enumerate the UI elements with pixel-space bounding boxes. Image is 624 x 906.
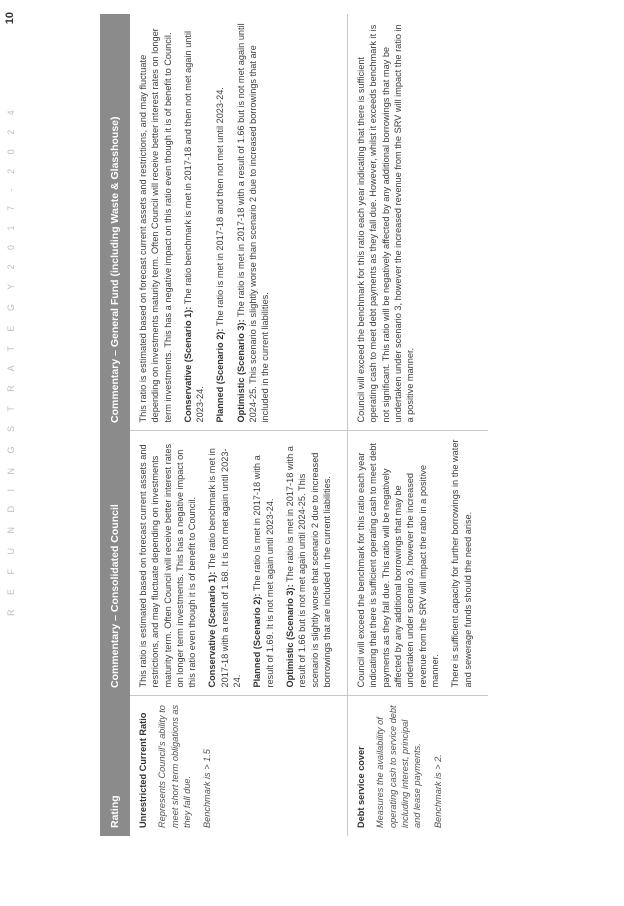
scenario-3-paragraph: [284, 440, 333, 688]
scenario-1-text: The ratio benchmark is met in 2017-18 with a result of 1.68. It is not met again until 2023-24.: [207, 448, 243, 688]
scenario-2-text: The ratio is met in 2017-18 with a result of 1.69. It is not met again until 2023-24.: [252, 455, 275, 688]
commentary-intro: This ratio is estimated based on forecast current assets and restrictions, and may fluctuate depending on investments maturity term. Often Council will receive better interest rates on longer term investments. This has a negative impact on this ratio even though it is of benefit to Council.: [138, 28, 173, 423]
scenario-2-text: The ratio is met in 2017-18 and then not met until 2023-24.: [215, 87, 226, 329]
footer-text: R E F U N D I N G S T R A T E G Y 2 0 1 7 - 2 0 2 4: [6, 104, 16, 616]
commentary-paragraph: Council will exceed the benchmark for this ratio each year indicating that there is sufficient operating cash to meet debt payments as they fall due. This ratio will be negatively affected by any additional borrowings that may be undertaken under scenario 3, however the increased revenue from the SRV will impact the ratio in a positive manner.: [356, 443, 440, 688]
general-fund-commentary-cell: [348, 14, 488, 431]
consolidated-commentary-cell: [130, 431, 348, 696]
rating-name: Debt service cover: [356, 746, 367, 828]
header-consolidated: Commentary – Consolidated Council: [100, 431, 130, 696]
table-row: [130, 14, 348, 836]
commentary-intro: This ratio is estimated based on forecast current assets and restrictions, and may fluctuate depending on investments maturity term. Often Council will receive better interest rates on longer term investments. This has a negative impact on this ratio even though it is of benefit to Council.: [138, 443, 198, 688]
table-row: [348, 14, 488, 836]
scenario-1-paragraph: [182, 22, 207, 423]
scenario-1-label: Conservative (Scenario 1):: [207, 571, 218, 688]
rating-cell: [130, 696, 348, 836]
scenario-3-paragraph: [235, 22, 272, 423]
header-rating: Rating: [100, 696, 130, 836]
rating-description: Represents Council’s ability to meet short term obligations as they fall due.: [157, 704, 192, 828]
table-header-row: [100, 14, 130, 836]
rating-description: Measures the availability of operating cash to service debt including interest, principal and lease payments.: [375, 705, 423, 828]
ratio-commentary-table: [100, 14, 488, 836]
scenario-3-text: The ratio is met in 2017-18 with a result of 1.66 but is not met again until 2024-25. This scenario is slightly worse than scenario 2 due to increased borrowings that are included in the current liabilities.: [235, 23, 271, 423]
rating-benchmark: Benchmark is > 2.: [432, 754, 443, 828]
scenario-3-label: Optimistic (Scenario 3):: [284, 584, 295, 688]
scenario-1-text: The ratio benchmark is met in 2017-18 and then not met again until 2023-24.: [182, 30, 206, 423]
scenario-2-label: Planned (Scenario 2):: [215, 328, 226, 423]
rating-cell: [348, 696, 488, 836]
general-fund-commentary-cell: [130, 14, 348, 431]
scenario-3-text: The ratio is met in 2017-18 with a result of 1.66 but is not met again until 2024-25. This scenario is slightly worse that scenario 2 due to increased borrowings that are included in the current liabilities.: [284, 446, 332, 688]
commentary-paragraph: Council will exceed the benchmark for this ratio each year indicating that there is sufficient operating cash to meet debt payments as they fall due. However, whilst it exceeds benchmark it is not significant. This ratio will be negatively affected by any additional borrowings that may be undertaken under scenario 3, however the increased revenue from the SRV will impact the ratio in a positive manner.: [356, 24, 416, 423]
consolidated-commentary-cell: [348, 431, 488, 696]
scenario-1-paragraph: [206, 440, 243, 688]
scenario-1-label: Conservative (Scenario 1):: [182, 306, 193, 423]
scenario-2-paragraph: [251, 440, 276, 688]
commentary-paragraph: There is sufficient capacity for further borrowings in the water and sewerage funds should the need arise.: [450, 439, 473, 688]
header-general-fund: Commentary – General Fund (including Waste & Glasshouse): [100, 14, 130, 431]
page-number: 10: [4, 12, 16, 25]
scenario-2-label: Planned (Scenario 2):: [252, 593, 263, 688]
rating-name: Unrestricted Current Ratio: [138, 712, 148, 828]
scenario-3-label: Optimistic (Scenario 3):: [235, 319, 246, 423]
scenario-2-paragraph: [214, 22, 226, 423]
rating-benchmark: Benchmark is > 1.5: [202, 749, 213, 828]
